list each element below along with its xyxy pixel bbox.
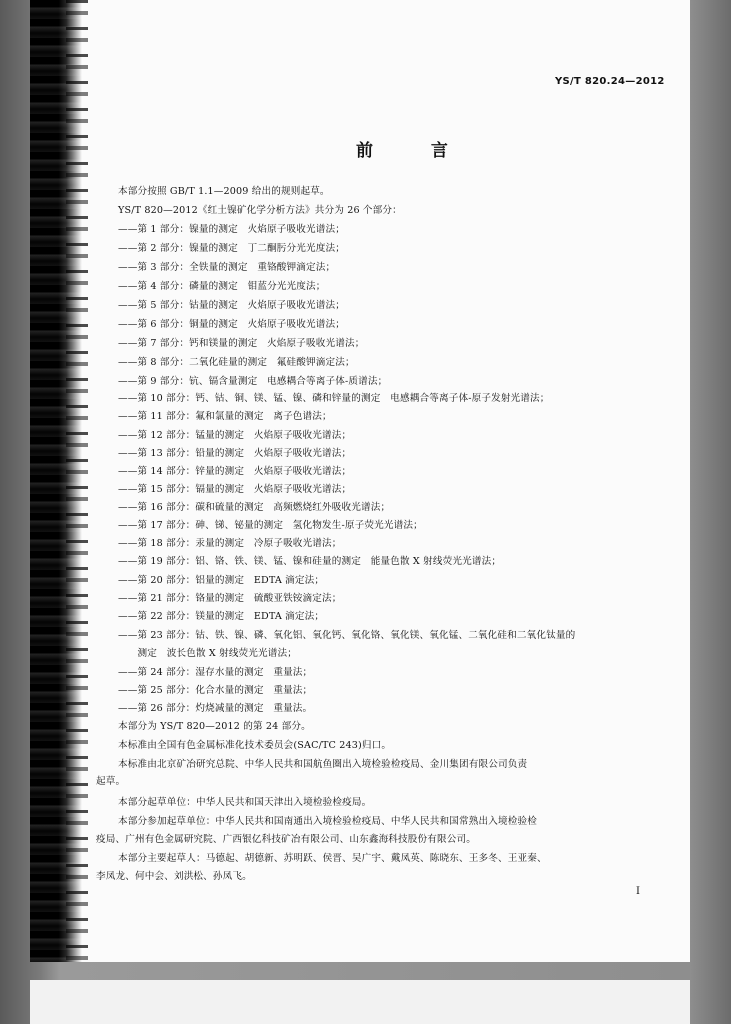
part-item: ——第 16 部分：碳和硫量的测定 高频燃烧红外吸收光谱法； (118, 502, 391, 513)
part-item: ——第 5 部分：钴量的测定 火焰原子吸收光谱法； (118, 300, 346, 311)
part-item: ——第 2 部分：镍量的测定 丁二酮肟分光光度法； (118, 243, 346, 254)
closing-line: 疫局、广州有色金属研究院、广西银亿科技矿冶有限公司、山东鑫海科技股份有限公司。 (96, 834, 477, 845)
part-item: ——第 22 部分：镁量的测定 EDTA 滴定法； (118, 611, 325, 622)
part-item: ——第 9 部分：钪、镉含量测定 电感耦合等离子体-质谱法； (118, 376, 388, 387)
intro-line: YS/T 820—2012《红土镍矿化学分析方法》共分为 26 个部分： (118, 205, 402, 216)
part-item: ——第 14 部分：锌量的测定 火焰原子吸收光谱法； (118, 466, 352, 477)
part-item: ——第 12 部分：锰量的测定 火焰原子吸收光谱法； (118, 430, 352, 441)
standard-code: YS/T 820.24—2012 (555, 76, 665, 87)
next-page-edge (30, 980, 690, 1024)
part-item: ——第 11 部分：氟和氯量的测定 离子色谱法； (118, 411, 332, 422)
part-item: ——第 8 部分：二氧化硅量的测定 氟硅酸钾滴定法； (118, 357, 355, 368)
closing-line: 本标准由全国有色金属标准化技术委员会(SAC/TC 243)归口。 (118, 740, 392, 751)
part-item: ——第 24 部分：湿存水量的测定 重量法； (118, 667, 313, 678)
closing-line: 李凤龙、何中会、刘洪松、孙凤飞。 (96, 871, 252, 882)
part-item: ——第 23 部分：钴、铁、镍、磷、氧化铝、氧化钙、氧化铬、氧化镁、氧化锰、二氧化硅和二氧化钛量的 (118, 630, 576, 641)
part-item: ——第 21 部分：铬量的测定 硫酸亚铁铵滴定法； (118, 593, 342, 604)
closing-line: 本部分为 YS/T 820—2012 的第 24 部分。 (118, 721, 311, 732)
part-item: ——第 19 部分：铝、铬、铁、镁、锰、镍和硅量的测定 能量色散 X 射线荧光光谱法； (118, 556, 502, 567)
part-item: ——第 26 部分：灼烧减量的测定 重量法。 (118, 703, 313, 714)
page-title: 前 言 (356, 141, 474, 161)
part-item: ——第 20 部分：铝量的测定 EDTA 滴定法； (118, 575, 325, 586)
closing-line: 本标准由北京矿冶研究总院、中华人民共和国航鱼圈出入境检验检疫局、金川集团有限公司负责 (118, 759, 528, 770)
part-item: ——第 15 部分：镉量的测定 火焰原子吸收光谱法； (118, 484, 352, 495)
page-number: I (636, 886, 640, 897)
closing-line: 本部分起草单位：中华人民共和国天津出入境检验检疫局。 (118, 797, 372, 808)
intro-line: 本部分按照 GB/T 1.1—2009 给出的规则起草。 (118, 186, 330, 197)
part-item: ——第 3 部分：全铁量的测定 重铬酸钾滴定法； (118, 262, 336, 273)
part-item: ——第 6 部分：铜量的测定 火焰原子吸收光谱法； (118, 319, 346, 330)
part-item-continuation: 测定 波长色散 X 射线荧光光谱法； (118, 648, 298, 659)
closing-line: 本部分主要起草人：马德起、胡德新、苏明跃、侯晋、吴广宇、戴凤英、陈晓东、王多冬、王亚秦、 (118, 853, 547, 864)
scan-shadow-edge-fringe (66, 0, 88, 962)
part-item: ——第 10 部分：钙、钴、铜、镁、锰、镍、磷和锌量的测定 电感耦合等离子体-原子发射光谱法； (118, 393, 550, 404)
closing-line: 本部分参加起草单位：中华人民共和国南通出入境检验检疫局、中华人民共和国常熟出入境检验检 (118, 816, 537, 827)
part-item: ——第 1 部分：镍量的测定 火焰原子吸收光谱法； (118, 224, 346, 235)
part-item: ——第 18 部分：汞量的测定 冷原子吸收光谱法； (118, 538, 342, 549)
closing-line: 起草。 (96, 776, 126, 787)
part-item: ——第 7 部分：钙和镁量的测定 火焰原子吸收光谱法； (118, 338, 365, 349)
document-page (30, 0, 690, 962)
part-item: ——第 17 部分：砷、锑、铋量的测定 氢化物发生-原子荧光光谱法； (118, 520, 423, 531)
part-item: ——第 13 部分：铅量的测定 火焰原子吸收光谱法； (118, 448, 352, 459)
part-item: ——第 4 部分：磷量的测定 钼蓝分光光度法； (118, 281, 326, 292)
part-item: ——第 25 部分：化合水量的测定 重量法； (118, 685, 313, 696)
